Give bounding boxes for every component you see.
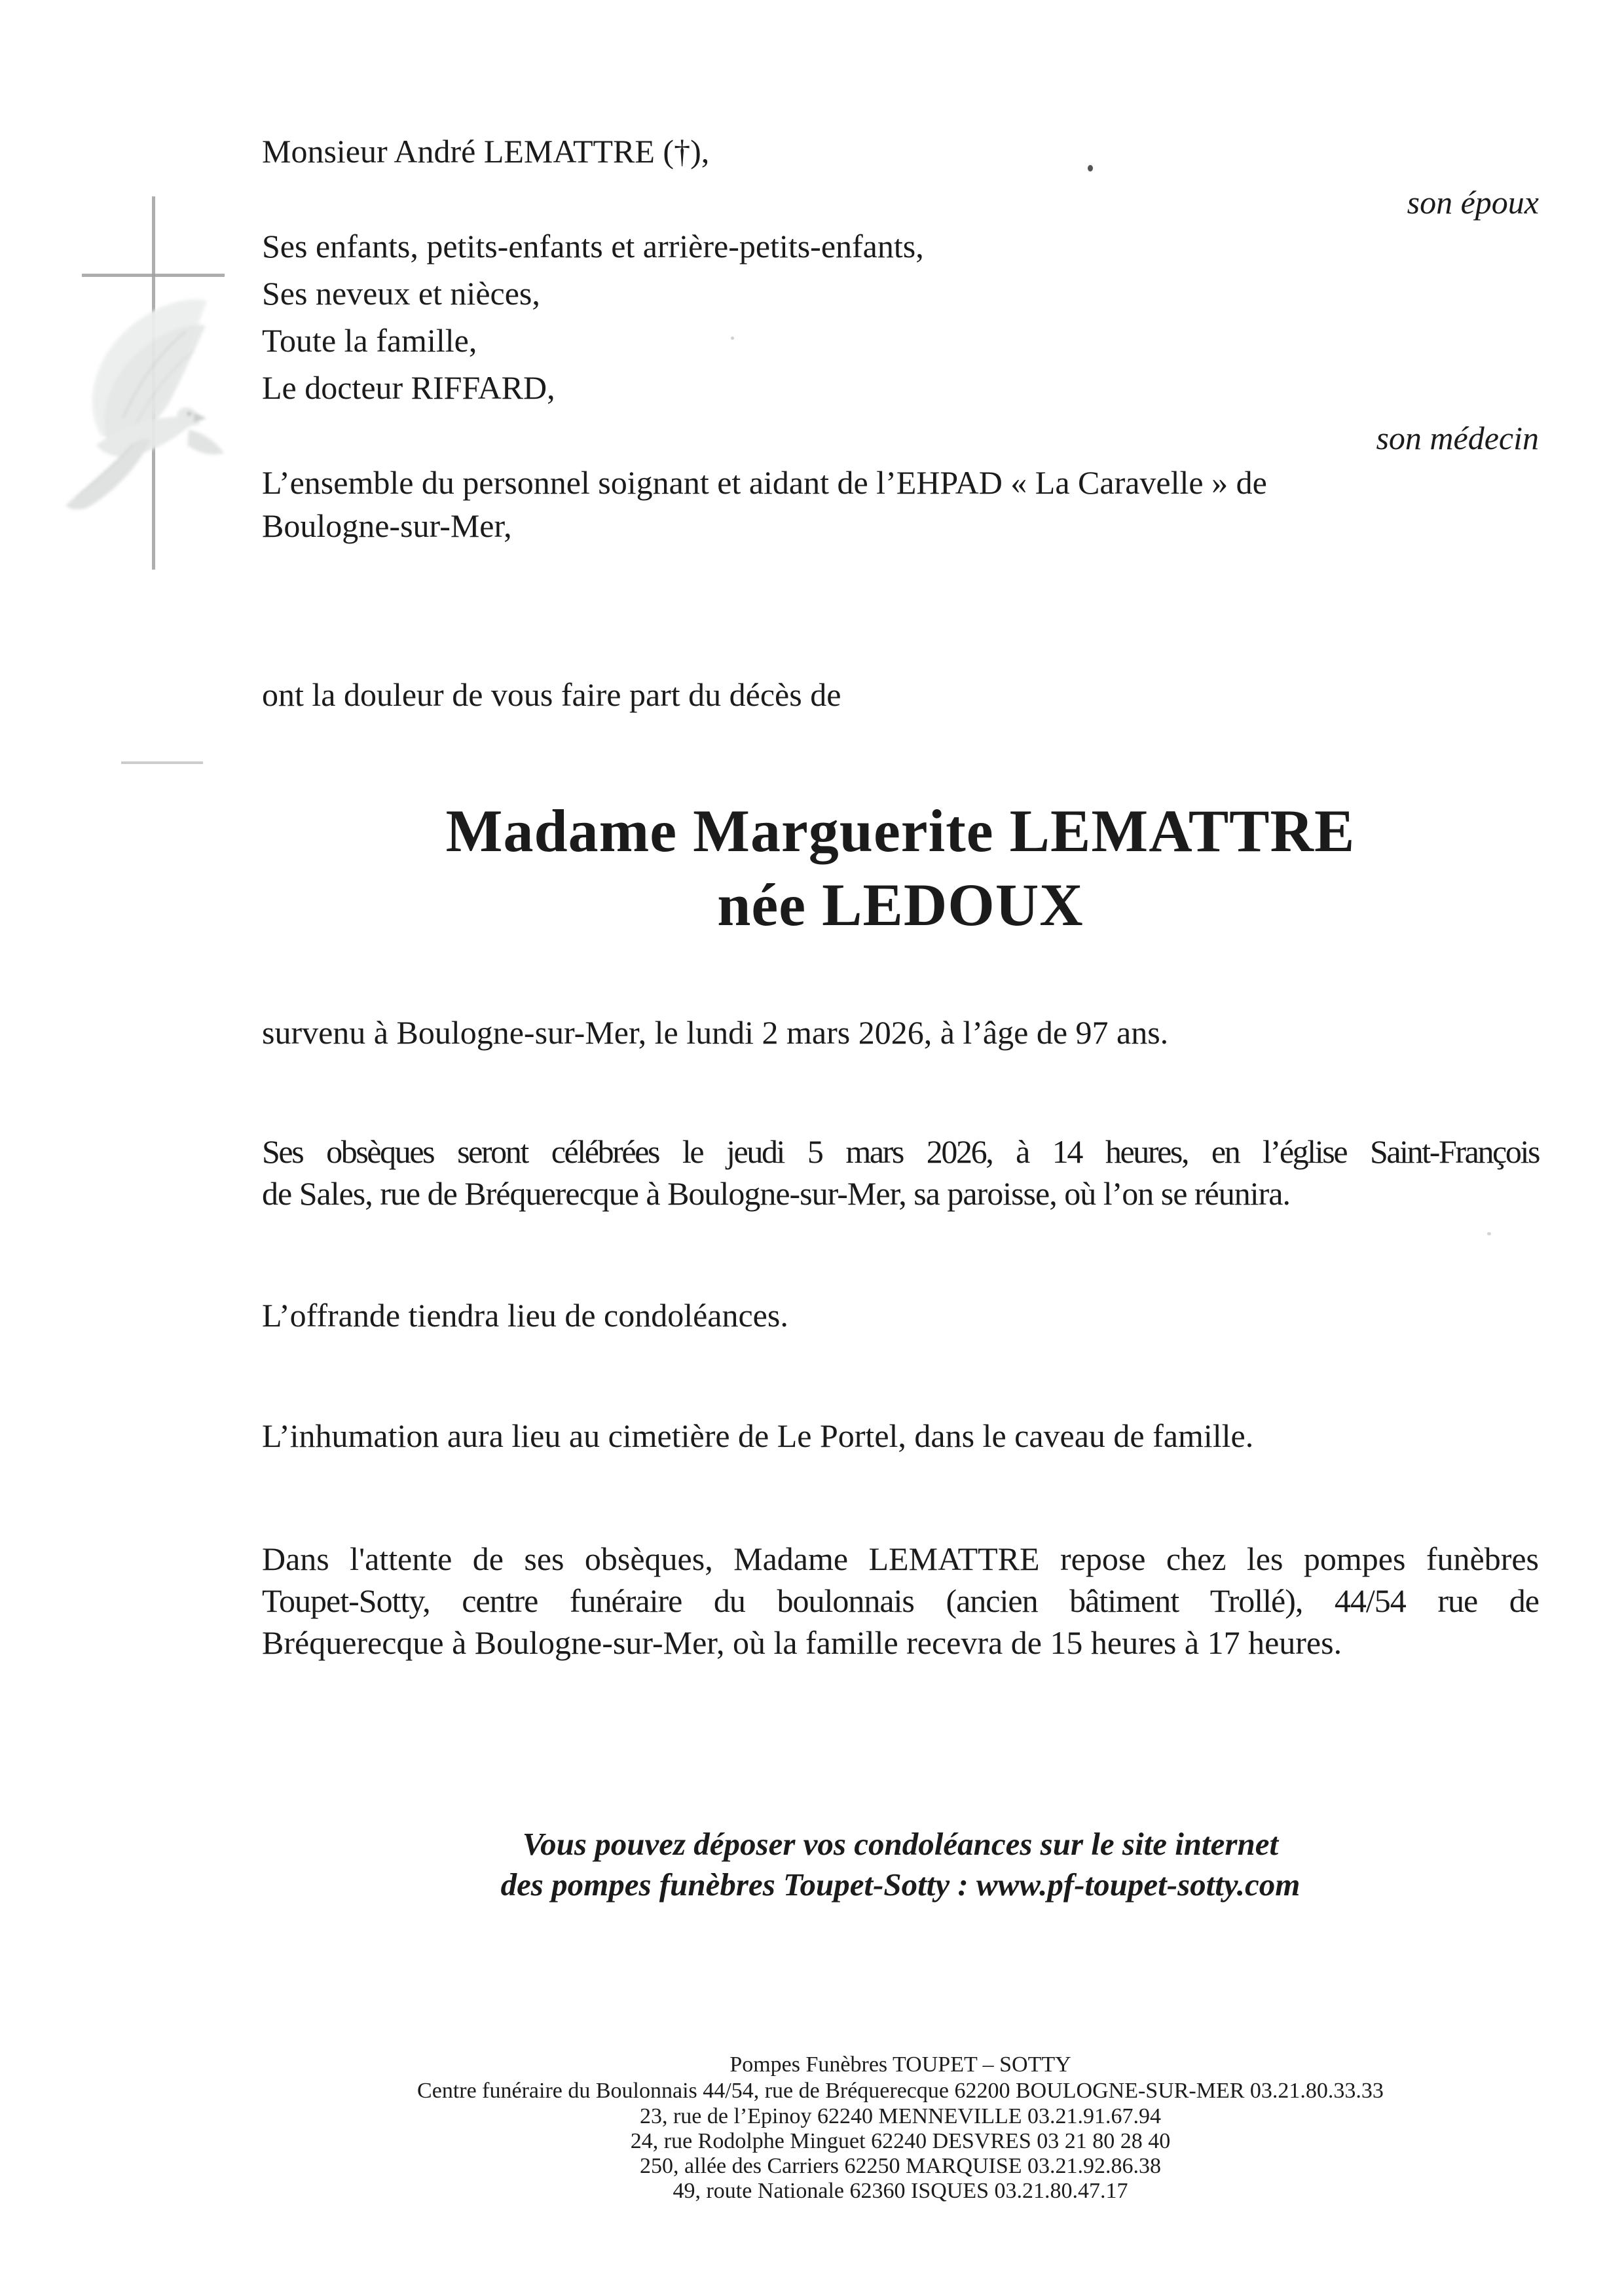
cross-horizontal-bar (82, 274, 225, 277)
staff-line: Boulogne-sur-Mer, (262, 507, 512, 544)
scan-speck (1487, 1232, 1491, 1235)
mourners-line: Ses enfants, petits-enfants et arrière-petits-enfants, (262, 228, 924, 264)
footer-company-name: Pompes Funèbres TOUPET – SOTTY (729, 2052, 1071, 2077)
lead-in-line: ont la douleur de vous faire part du décès de (262, 676, 841, 713)
death-details-line: survenu à Boulogne-sur-Mer, le lundi 2 mars 2026, à l’âge de 97 ans. (262, 1014, 1169, 1051)
scan-dash (121, 761, 203, 764)
service-line: de Sales, rue de Bréquerecque à Boulogne-sur-Mer, sa paroisse, où l’on se réunira. (262, 1175, 1290, 1212)
footer-location-line: 250, allée des Carriers 62250 MARQUISE 03.21.92.86.38 (639, 2154, 1162, 2178)
footer-location-line: 49, route Nationale 62360 ISQUES 03.21.80.47.17 (673, 2179, 1128, 2203)
mourners-line: Le docteur RIFFARD, (262, 369, 555, 406)
footer-location-line: 23, rue de l’Epinoy 62240 MENNEVILLE 03.21.91.67.94 (639, 2104, 1162, 2128)
burial-line: L’inhumation aura lieu au cimetière de Le Portel, dans le caveau de famille. (262, 1417, 1254, 1454)
mourners-line: Toute la famille, (262, 322, 477, 359)
maiden-name: née LEDOUX (717, 871, 1084, 938)
condolences-website-line: des pompes funèbres Toupet-Sotty : www.pf-toupet-sotty.com (500, 1867, 1301, 1903)
husband-role-label: son époux (1407, 184, 1539, 221)
dove-icon (60, 293, 236, 509)
service-line: Ses obsèques seront célébrées le jeudi 5 mars 2026, à 14 heures, en l’église Saint-François (262, 1133, 1539, 1170)
footer-location-line: 24, rue Rodolphe Minguet 62240 DESVRES 03 21 80 28 40 (630, 2129, 1171, 2153)
repose-line: Bréquerecque à Boulogne-sur-Mer, où la famille recevra de 15 heures à 17 heures. (262, 1624, 1342, 1661)
staff-line: L’ensemble du personnel soignant et aidant de l’EHPAD « La Caravelle » de (262, 464, 1267, 501)
footer-location-line: Centre funéraire du Boulonnais 44/54, rue de Bréquerecque 62200 BOULOGNE-SUR-MER 03.21.80.33.33 (417, 2079, 1384, 2103)
offering-line: L’offrande tiendra lieu de condoléances. (262, 1297, 788, 1334)
condolences-website-line: Vous pouvez déposer vos condoléances sur le site internet (522, 1826, 1279, 1862)
mourners-line: Ses neveux et nièces, (262, 275, 540, 312)
husband-line: Monsieur André LEMATTRE (†), (262, 133, 710, 170)
repose-line: Dans l'attente de ses obsèques, Madame LEMATTRE repose chez les pompes funèbres (262, 1540, 1539, 1577)
repose-line: Toupet-Sotty, centre funéraire du boulonnais (ancien bâtiment Trollé), 44/54 rue de (262, 1582, 1539, 1619)
deceased-name: Madame Marguerite LEMATTRE (445, 797, 1356, 864)
doctor-role-label: son médecin (1376, 420, 1539, 456)
